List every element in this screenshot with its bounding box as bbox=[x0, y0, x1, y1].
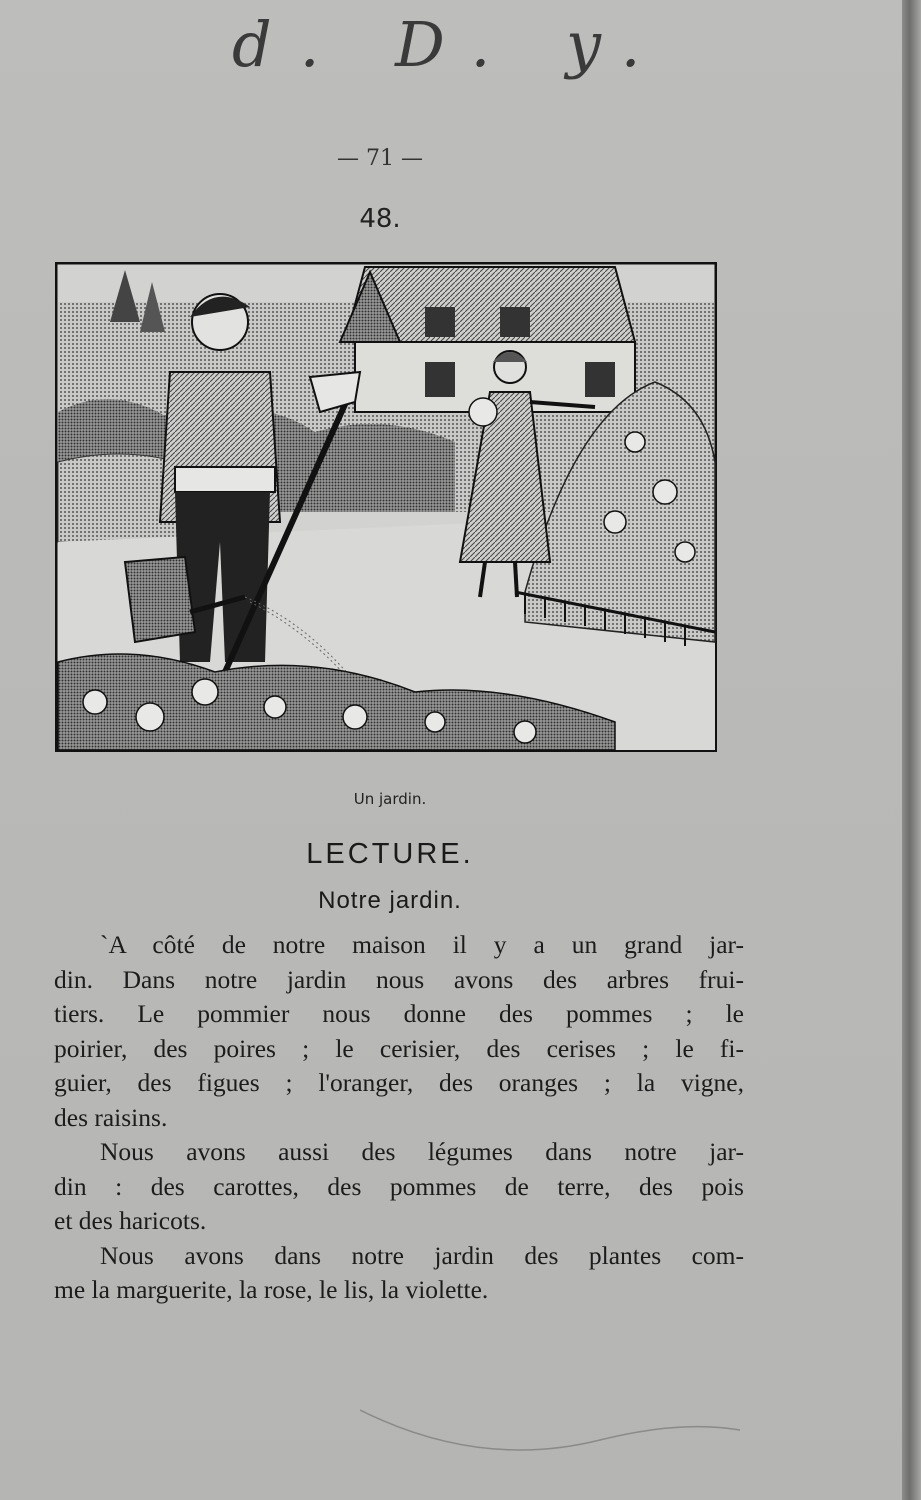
paragraph bbox=[54, 1135, 744, 1239]
paragraph bbox=[54, 928, 744, 1135]
text-line: din. Dans notre jardin nous avons des arbres frui- bbox=[54, 964, 744, 994]
illustration-caption: Un jardin. bbox=[353, 790, 427, 808]
house bbox=[340, 267, 635, 412]
text-line: tiers. Le pommier nous donne des pommes ; le bbox=[54, 999, 744, 1028]
text-line: guier, des figues ; l'oranger, des oranges ; la vigne, bbox=[54, 1068, 744, 1097]
page-edge bbox=[902, 0, 921, 1500]
reading-text bbox=[54, 928, 744, 1308]
page-number: — 71 — bbox=[337, 146, 423, 171]
paper-crease bbox=[360, 1400, 740, 1470]
lesson-number: 48. bbox=[359, 204, 401, 234]
handwritten-annotation: d. D. y. bbox=[232, 8, 669, 81]
text-line: et des haricots. bbox=[54, 1206, 207, 1235]
garden-illustration bbox=[55, 262, 717, 752]
reading-title: Notre jardin. bbox=[318, 887, 462, 914]
text-line: `A côté de notre maison il y a un grand jar- bbox=[100, 930, 744, 959]
text-line: Nous avons aussi des légumes dans notre jar- bbox=[100, 1137, 744, 1166]
section-heading: LECTURE. bbox=[306, 838, 474, 870]
text-line: din : des carottes, des pommes de terre, des pois bbox=[54, 1171, 744, 1201]
text-line: poirier, des poires ; le cerisier, des cerises ; le fi- bbox=[54, 1033, 744, 1063]
text-line: me la marguerite, la rose, le lis, la violette. bbox=[54, 1275, 489, 1304]
paragraph bbox=[54, 1239, 744, 1308]
text-line: des raisins. bbox=[54, 1102, 168, 1132]
text-line: Nous avons dans notre jardin des plantes com- bbox=[100, 1240, 744, 1270]
